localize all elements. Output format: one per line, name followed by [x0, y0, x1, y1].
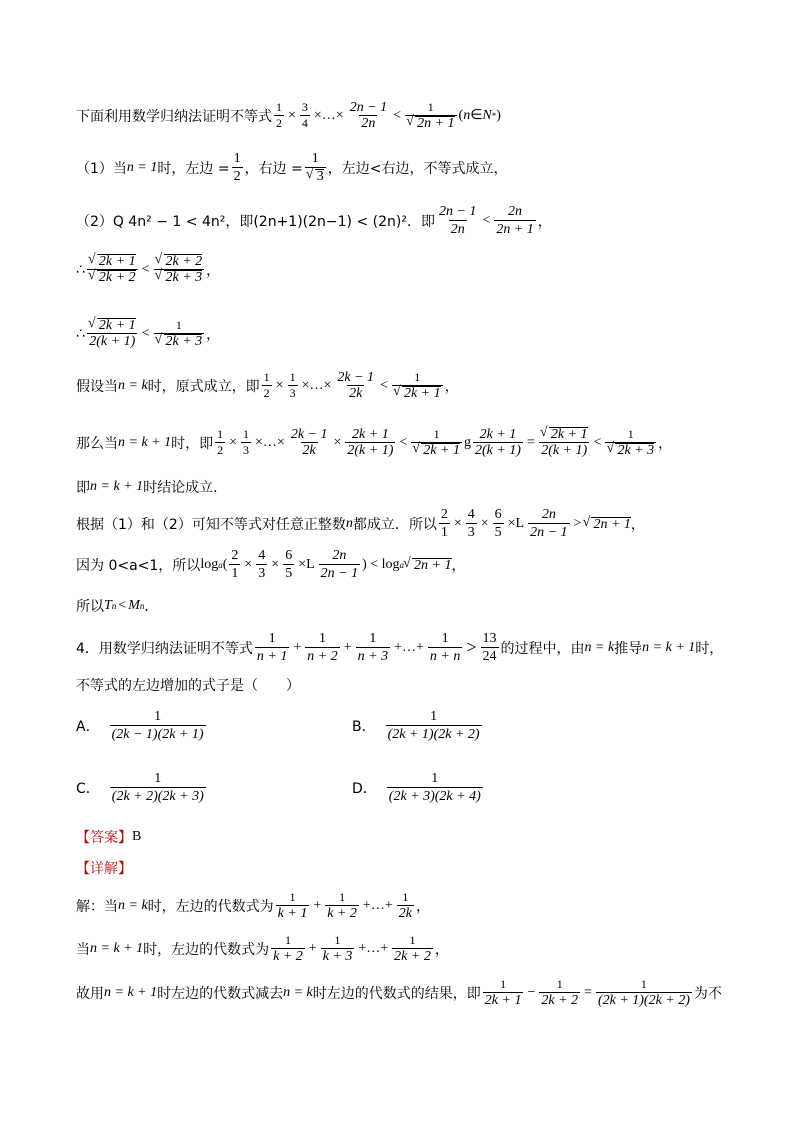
- therefore-line-1: ∴ √ 2k + 1 √ 2k + 2 < √ 2k + 2 √ 2k + 3 ，: [76, 254, 754, 285]
- solution-line-3: 故用 n = k + 1 时左边的代数式减去 n = k 时左边的代数式的结果，即 $\frac{1}{2k + 1}$ − $\frac{1}{2k + 2}$ = $\frac{1}{(2k + 1)(2k + 2)}$ 为不: [76, 977, 722, 1008]
- frac: [110, 708, 206, 743]
- sqrt-expr: √ 2n + 1: [591, 517, 630, 531]
- option-num: 1: [430, 709, 438, 724]
- math-expr: n = k: [118, 377, 148, 393]
- frac: $\frac{6}{5}$: [285, 548, 293, 581]
- based-text: 根据（1）和（2）可知不等式对任意正整数: [76, 516, 346, 533]
- frac: $\frac{1}{n + 2}$: [307, 631, 338, 664]
- then-line: 那么当 n = k + 1 时，即 $\frac{1}{2}$ × $\frac{1}{3}$ ×…× $\frac{2k - 1}{2k}$ × $\frac{2k + 1}{2(k + 1)}$ < 1 √ 2k + 1 g $\frac{2k + 1}{2(k + 1)}$ = √ $\frac{2k + 1}{2(k + 1)}$ < 1 √ 2k + 3 ，: [76, 427, 754, 458]
- question-text: 用数学归纳法证明不等式: [98, 640, 253, 657]
- frac: $\frac{1}{2k}$: [398, 890, 412, 921]
- math-sub: n: [139, 601, 145, 611]
- question-text: 推导: [614, 640, 643, 657]
- assume-line: 假设当 n = k 时，原式成立，即 $\frac{1}{2}$ × $\frac{1}{3}$ ×…× $\frac{2k - 1}{2k}$ < 1 √ 2k + 1 ，: [76, 370, 754, 401]
- frac: $\frac{6}{5}$: [494, 507, 502, 540]
- frac: $\frac{2k - 1}{2k}$: [337, 370, 375, 401]
- conclusion-text: 即: [76, 480, 90, 496]
- frac: $\frac{13}{24}$: [482, 631, 497, 664]
- option-den: (2k + 3)(2k + 4): [388, 789, 481, 804]
- based-line: 根据（1）和（2）可知不等式对任意正整数 n 都成立．所以 $\frac{2}{1}$ × $\frac{4}{3}$ × $\frac{6}{5}$ ×L $\frac{2n}{2n - 1}$ > √ 2n + 1 ，: [76, 506, 754, 541]
- assume-text: 假设当: [76, 378, 118, 395]
- question-line: 4． 用数学归纳法证明不等式 $\frac{1}{n + 1}$ + $\frac{1}{n + 2}$ + $\frac{1}{n + 3}$ +…+ $\frac{1}{n + n}$ > $\frac{13}{24}$ 的过程中，由 n = k 推导 n = k + 1 时，: [76, 631, 724, 664]
- math-sub: n: [111, 601, 117, 611]
- conclusion-text: 时结论成立．: [143, 480, 228, 496]
- so-line: [76, 596, 754, 616]
- frac: $\frac{1}{2}$: [276, 100, 282, 130]
- so-text: 所以: [76, 599, 104, 615]
- frac: [387, 770, 483, 805]
- because-line: 因为 0<a<1，所以 log a ( $\frac{2}{1}$ × $\frac{4}{3}$ × $\frac{6}{5}$ ×L $\frac{2n}{2n - 1}$ ) < log a √ 2n + 1 ，: [76, 547, 754, 582]
- frac: $\frac{2k + 1}{2(k + 1)}$: [347, 427, 394, 458]
- math-expr: n = 1: [126, 159, 158, 175]
- therefore-symbol: ∴: [76, 325, 85, 342]
- then-text: 时，即: [171, 435, 214, 452]
- option-b[interactable]: [352, 708, 484, 743]
- frac: $\frac{3}{4}$: [301, 100, 308, 130]
- math-expr: n = k + 1: [642, 639, 696, 655]
- math-expr: n = k: [584, 639, 615, 655]
- frac: 1 √ 2k + 3: [154, 318, 205, 349]
- question-line-2: [76, 675, 754, 695]
- frac: $\frac{1}{2k + 1}$: [484, 977, 522, 1008]
- option-c[interactable]: [76, 770, 208, 805]
- step2-text: （2）Q 4n² − 1 < 4n²，即(2n+1)(2n−1) < (2n)²．即: [76, 213, 435, 230]
- frac: $\frac{1}{2k + 2}$: [541, 977, 579, 1008]
- frac: $\frac{4}{3}$: [467, 507, 475, 540]
- frac: √ $\frac{2k + 1}{2(k + 1)}$: [87, 318, 138, 349]
- math-expr: n: [345, 515, 353, 531]
- math-expr: M: [128, 598, 140, 613]
- answer-label: 【答案】: [76, 830, 132, 846]
- step1-text: ，左边<右边，不等式成立，: [327, 160, 508, 177]
- solution-line-2: 当 n = k + 1 时，左边的代数式为 $\frac{1}{k + 2}$ + $\frac{1}{k + 3}$ +…+ $\frac{1}{2k + 2}$ ，: [76, 933, 449, 964]
- intro-line: 下面利用数学归纳法证明不等式 $\frac{1}{2}$ × $\frac{3}{4}$ ×…× $\frac{2n - 1}{2n}$ < 1 √ 2n + 1 ( n ∈ N * ): [76, 100, 754, 131]
- option-den: (2k + 1)(2k + 2): [387, 727, 480, 742]
- frac: 1 √ 3: [305, 150, 326, 185]
- option-num: 1: [154, 709, 162, 724]
- frac: $\frac{2n}{2n + 1}$: [496, 204, 534, 237]
- step2-line: （2）Q 4n² − 1 < 4n²，即(2n+1)(2n−1) < (2n)²．即 $\frac{2n - 1}{2n}$ < $\frac{2n}{2n + 1}$ ，: [76, 204, 552, 237]
- solution-text: 为不: [693, 985, 722, 1002]
- frac: 1 √ 2n + 1: [405, 100, 456, 131]
- solution-line-1: 解：当 n = k 时，左边的代数式为 $\frac{1}{k + 1}$ + $\frac{1}{k + 2}$ +…+ $\frac{1}{2k}$ ，: [76, 890, 430, 921]
- then-text: 那么当: [76, 435, 118, 452]
- frac: $\frac{1}{2}$: [263, 370, 270, 400]
- math-expr: n = k + 1: [90, 940, 144, 956]
- so-text: ．: [144, 599, 159, 615]
- math-expr: T: [104, 598, 112, 613]
- math-expr: n = k: [118, 897, 148, 913]
- sqrt-expr: √ 2n + 1: [412, 558, 451, 572]
- therefore-symbol: ∴: [76, 261, 85, 278]
- option-label: B．: [352, 718, 376, 735]
- option-den: (2k + 2)(2k + 3): [111, 789, 204, 804]
- frac: $\frac{2n - 1}{2n}$: [438, 204, 477, 237]
- because-text: 因为 0<a<1，所以: [76, 557, 201, 574]
- math-expr: n = k + 1: [104, 984, 158, 1000]
- option-label: A．: [76, 718, 100, 735]
- frac: [110, 770, 206, 805]
- option-num: 1: [431, 771, 439, 786]
- frac: $\frac{2n}{2n - 1}$: [320, 548, 359, 581]
- step1-text: ，右边 =: [244, 160, 303, 177]
- solution-text: 解：当: [76, 898, 118, 915]
- frac: $\frac{1}{n + 1}$: [256, 631, 288, 664]
- solution-text: 时左边的代数式的结果，即: [312, 985, 481, 1002]
- step1-text: 时，左边 =: [157, 160, 230, 177]
- frac: $\frac{1}{k + 1}$: [277, 890, 308, 921]
- option-label: D．: [352, 780, 377, 797]
- answer-line: [76, 827, 754, 847]
- frac: $\frac{1}{2k + 2}$: [394, 933, 431, 964]
- question-text: 时，: [695, 640, 724, 657]
- option-d[interactable]: [352, 770, 485, 805]
- frac: √ 2k + 2 √ 2k + 3: [154, 254, 205, 285]
- solution-text: 时，左边的代数式为: [147, 898, 274, 915]
- intro-text: 下面利用数学归纳法证明不等式: [76, 108, 272, 125]
- frac: $\frac{2k + 1}{2(k + 1)}$: [474, 427, 521, 458]
- frac: √ 2k + 1 √ 2k + 2: [87, 254, 138, 285]
- solution-text: 时左边的代数式减去: [157, 985, 284, 1002]
- detail-line: [76, 858, 754, 878]
- step1-line: [76, 150, 754, 185]
- frac: $\frac{2n}{2n - 1}$: [530, 507, 568, 540]
- frac: $\frac{4}{3}$: [258, 548, 266, 581]
- frac: $\frac{1}{3}$: [289, 370, 296, 400]
- assume-text: 时，原式成立，即: [147, 378, 260, 395]
- option-a[interactable]: [76, 708, 208, 743]
- solution-text: 时，左边的代数式为: [143, 941, 270, 958]
- math-expr: n = k + 1: [90, 479, 144, 494]
- frac: $\frac{1}{2}$: [233, 151, 241, 184]
- conclusion-line: [76, 477, 754, 497]
- frac: √ $\frac{2k + 1}{2(k + 1)}$: [539, 427, 590, 458]
- math-op: <: [118, 598, 127, 613]
- frac: $\frac{1}{k + 2}$: [273, 933, 303, 964]
- frac: $\frac{1}{n + 3}$: [357, 631, 389, 664]
- answer-value: B: [132, 829, 142, 844]
- frac: $\frac{2k - 1}{2k}$: [290, 427, 328, 458]
- solution-text: 故用: [76, 985, 104, 1002]
- step1-text: （1）当: [76, 160, 127, 177]
- option-label: C．: [76, 780, 100, 797]
- frac: $\frac{2n - 1}{2n}$: [349, 100, 388, 131]
- frac: [386, 708, 482, 743]
- option-num: 1: [154, 771, 162, 786]
- frac: $\frac{1}{n + n}$: [429, 631, 461, 664]
- frac: 1 √ 2k + 3: [605, 427, 656, 458]
- detail-label: 【详解】: [76, 861, 132, 877]
- frac: 1 √ 2k + 1: [392, 370, 443, 401]
- frac: $\frac{1}{3}$: [243, 427, 250, 457]
- question-text: 的过程中，由: [500, 640, 585, 657]
- math-expr: n = k: [283, 984, 313, 1000]
- frac: $\frac{2}{1}$: [440, 507, 448, 540]
- frac: $\frac{1}{k + 3}$: [322, 933, 353, 964]
- frac: $\frac{2}{1}$: [231, 548, 239, 581]
- frac: 1 √ 2k + 1: [411, 427, 462, 458]
- math-expr: n = k + 1: [118, 434, 172, 450]
- frac: $\frac{1}{k + 2}$: [327, 890, 357, 921]
- question-text: 不等式的左边增加的式子是（ ）: [76, 678, 300, 694]
- frac: $\frac{1}{2}$: [217, 427, 224, 457]
- frac: $\frac{1}{(2k + 1)(2k + 2)}$: [597, 977, 690, 1008]
- solution-text: 当: [76, 941, 90, 958]
- question-number: 4．: [76, 640, 99, 657]
- therefore-line-2: ∴ √ $\frac{2k + 1}{2(k + 1)}$ < 1 √ 2k + 3 ，: [76, 318, 754, 349]
- based-text: 都成立．所以: [352, 516, 437, 533]
- option-den: (2k − 1)(2k + 1): [111, 727, 204, 742]
